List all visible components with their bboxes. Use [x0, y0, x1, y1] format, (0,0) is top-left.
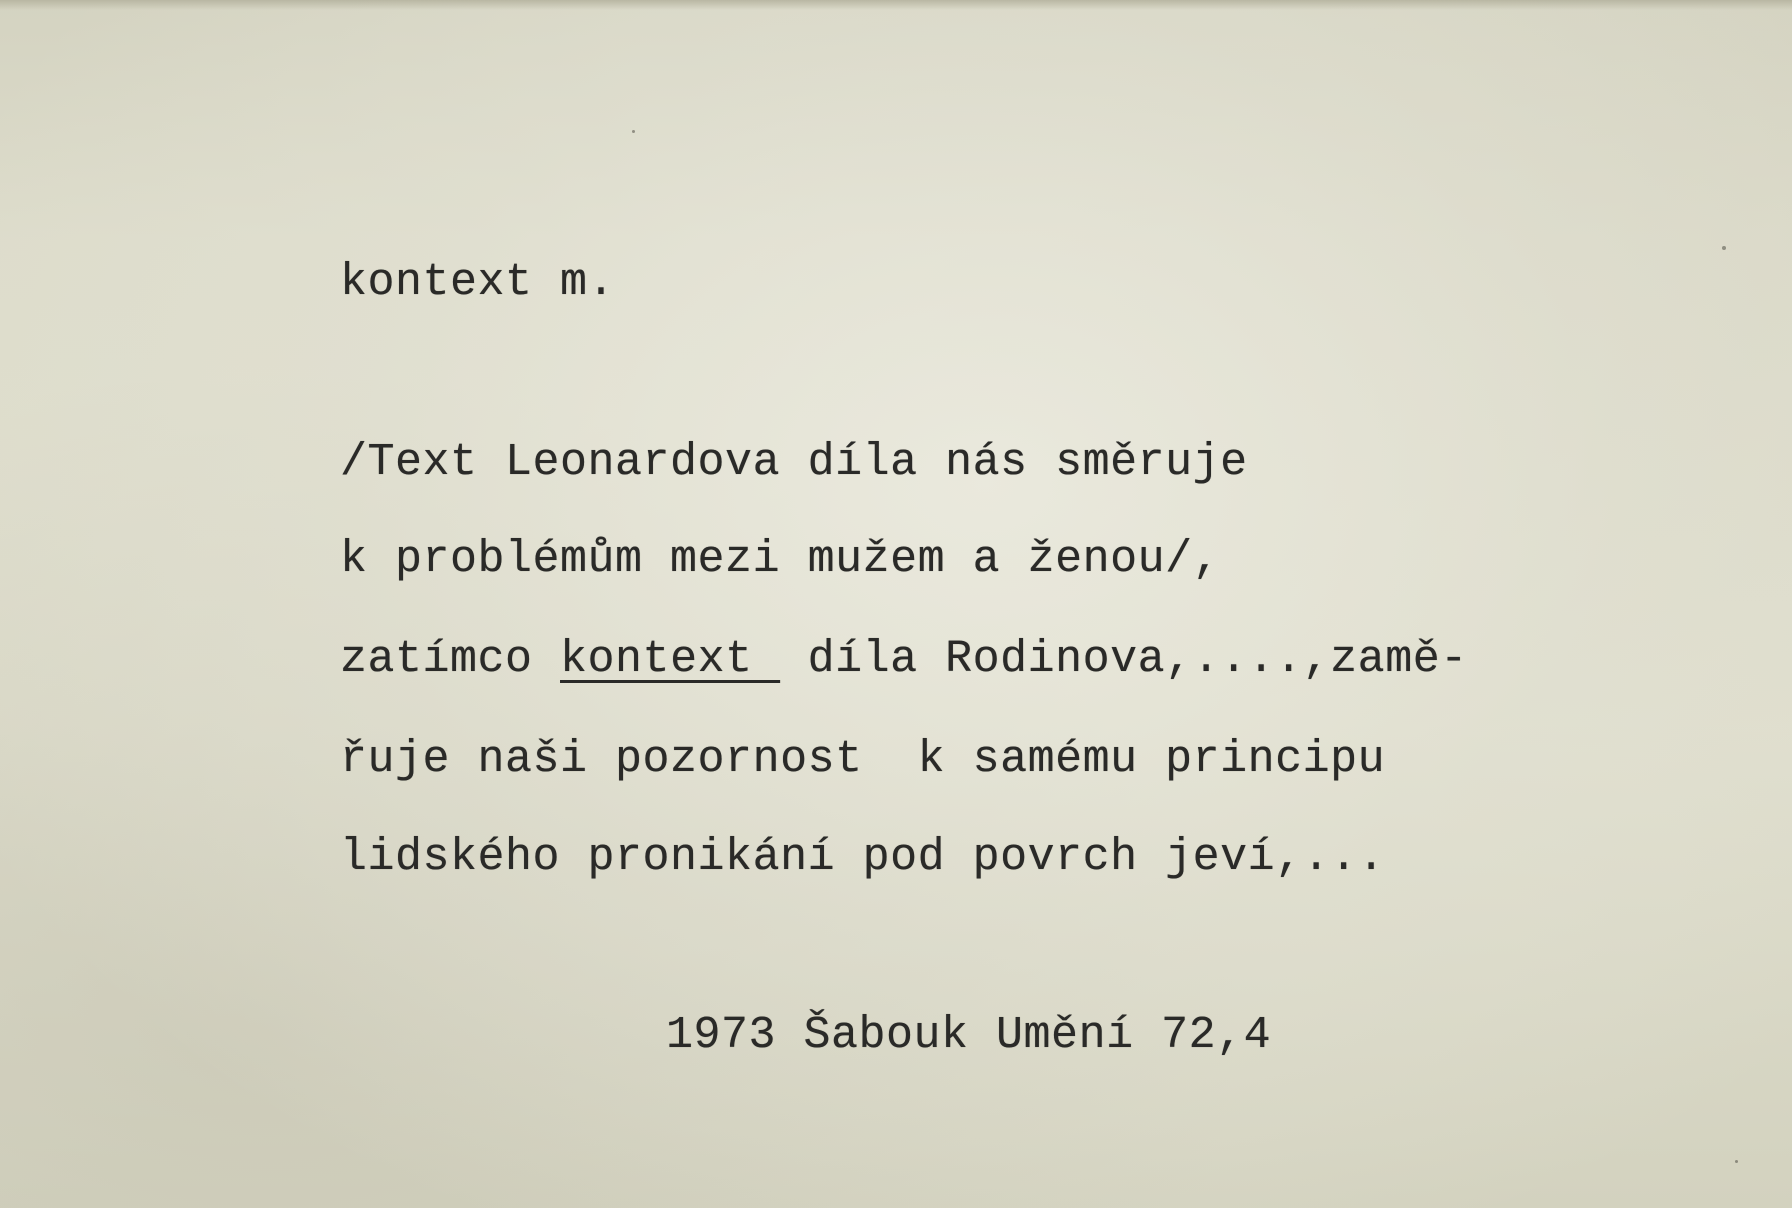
quote-line-1: /Text Leonardova díla nás směruje — [340, 437, 1248, 488]
source-citation: 1973 Šabouk Umění 72,4 — [666, 1010, 1272, 1061]
paper-speck — [1722, 246, 1726, 250]
paper-speck — [1735, 1160, 1738, 1163]
quote-line-5: lidského pronikání pod povrch jeví,... — [340, 832, 1386, 883]
headword: kontext m. — [340, 257, 616, 308]
underlined-keyword: kontext — [560, 634, 781, 685]
quote-line-3-before: zatímco — [340, 634, 561, 685]
quote-line-2: k problémům mezi mužem a ženou/, — [340, 534, 1221, 585]
quote-line-4: řuje naši pozornost k samému principu — [340, 734, 1386, 785]
paper-speck — [632, 130, 635, 133]
card-top-edge — [0, 0, 1792, 10]
quote-line-3-after: díla Rodinova,....,zamě- — [780, 634, 1468, 685]
quote-line-3 — [340, 632, 1468, 688]
